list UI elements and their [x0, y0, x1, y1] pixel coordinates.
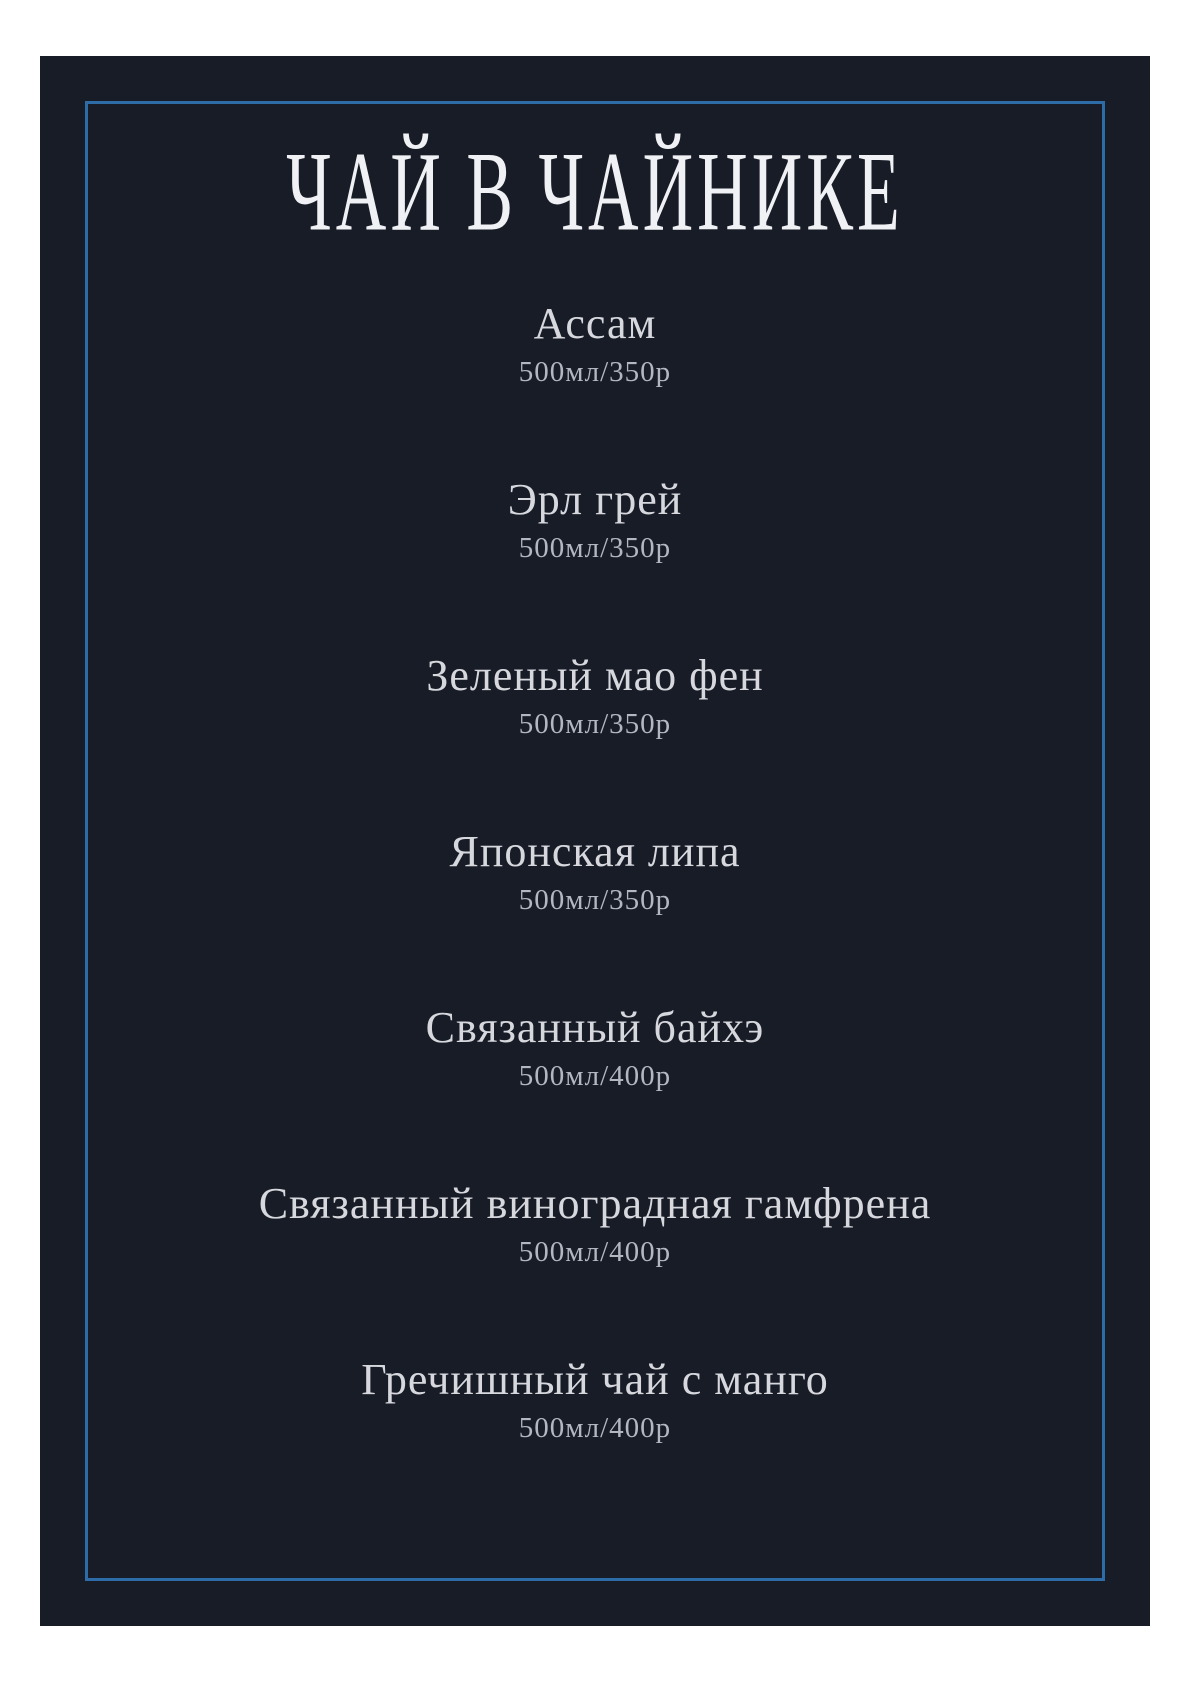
- item-name: Японская липа: [449, 827, 741, 876]
- item-price: 500мл/400р: [518, 1236, 672, 1268]
- menu-item: [40, 298, 1150, 390]
- item-price: 500мл/350р: [518, 356, 672, 388]
- menu-items-list: [40, 298, 1150, 1446]
- menu-title: ЧАЙ В ЧАЙНИКЕ: [286, 130, 904, 256]
- item-name: Эрл грей: [507, 475, 683, 524]
- item-price: 500мл/400р: [518, 1412, 672, 1444]
- menu-item: [40, 1178, 1150, 1270]
- item-price: 500мл/400р: [518, 1060, 672, 1092]
- menu-item: [40, 826, 1150, 918]
- item-name: Гречишный чай с манго: [361, 1355, 829, 1404]
- menu-item: [40, 1002, 1150, 1094]
- menu-content: [40, 56, 1150, 1626]
- item-price: 500мл/350р: [518, 708, 672, 740]
- menu-item: [40, 474, 1150, 566]
- item-name: Связанный виноградная гамфрена: [258, 1179, 932, 1228]
- item-name: Зеленый мао фен: [426, 651, 764, 700]
- menu-item: [40, 1354, 1150, 1446]
- item-name: Связанный байхэ: [425, 1003, 765, 1052]
- menu-item: [40, 650, 1150, 742]
- item-name: Ассам: [533, 299, 657, 348]
- item-price: 500мл/350р: [518, 532, 672, 564]
- item-price: 500мл/350р: [518, 884, 672, 916]
- menu-card: [40, 56, 1150, 1626]
